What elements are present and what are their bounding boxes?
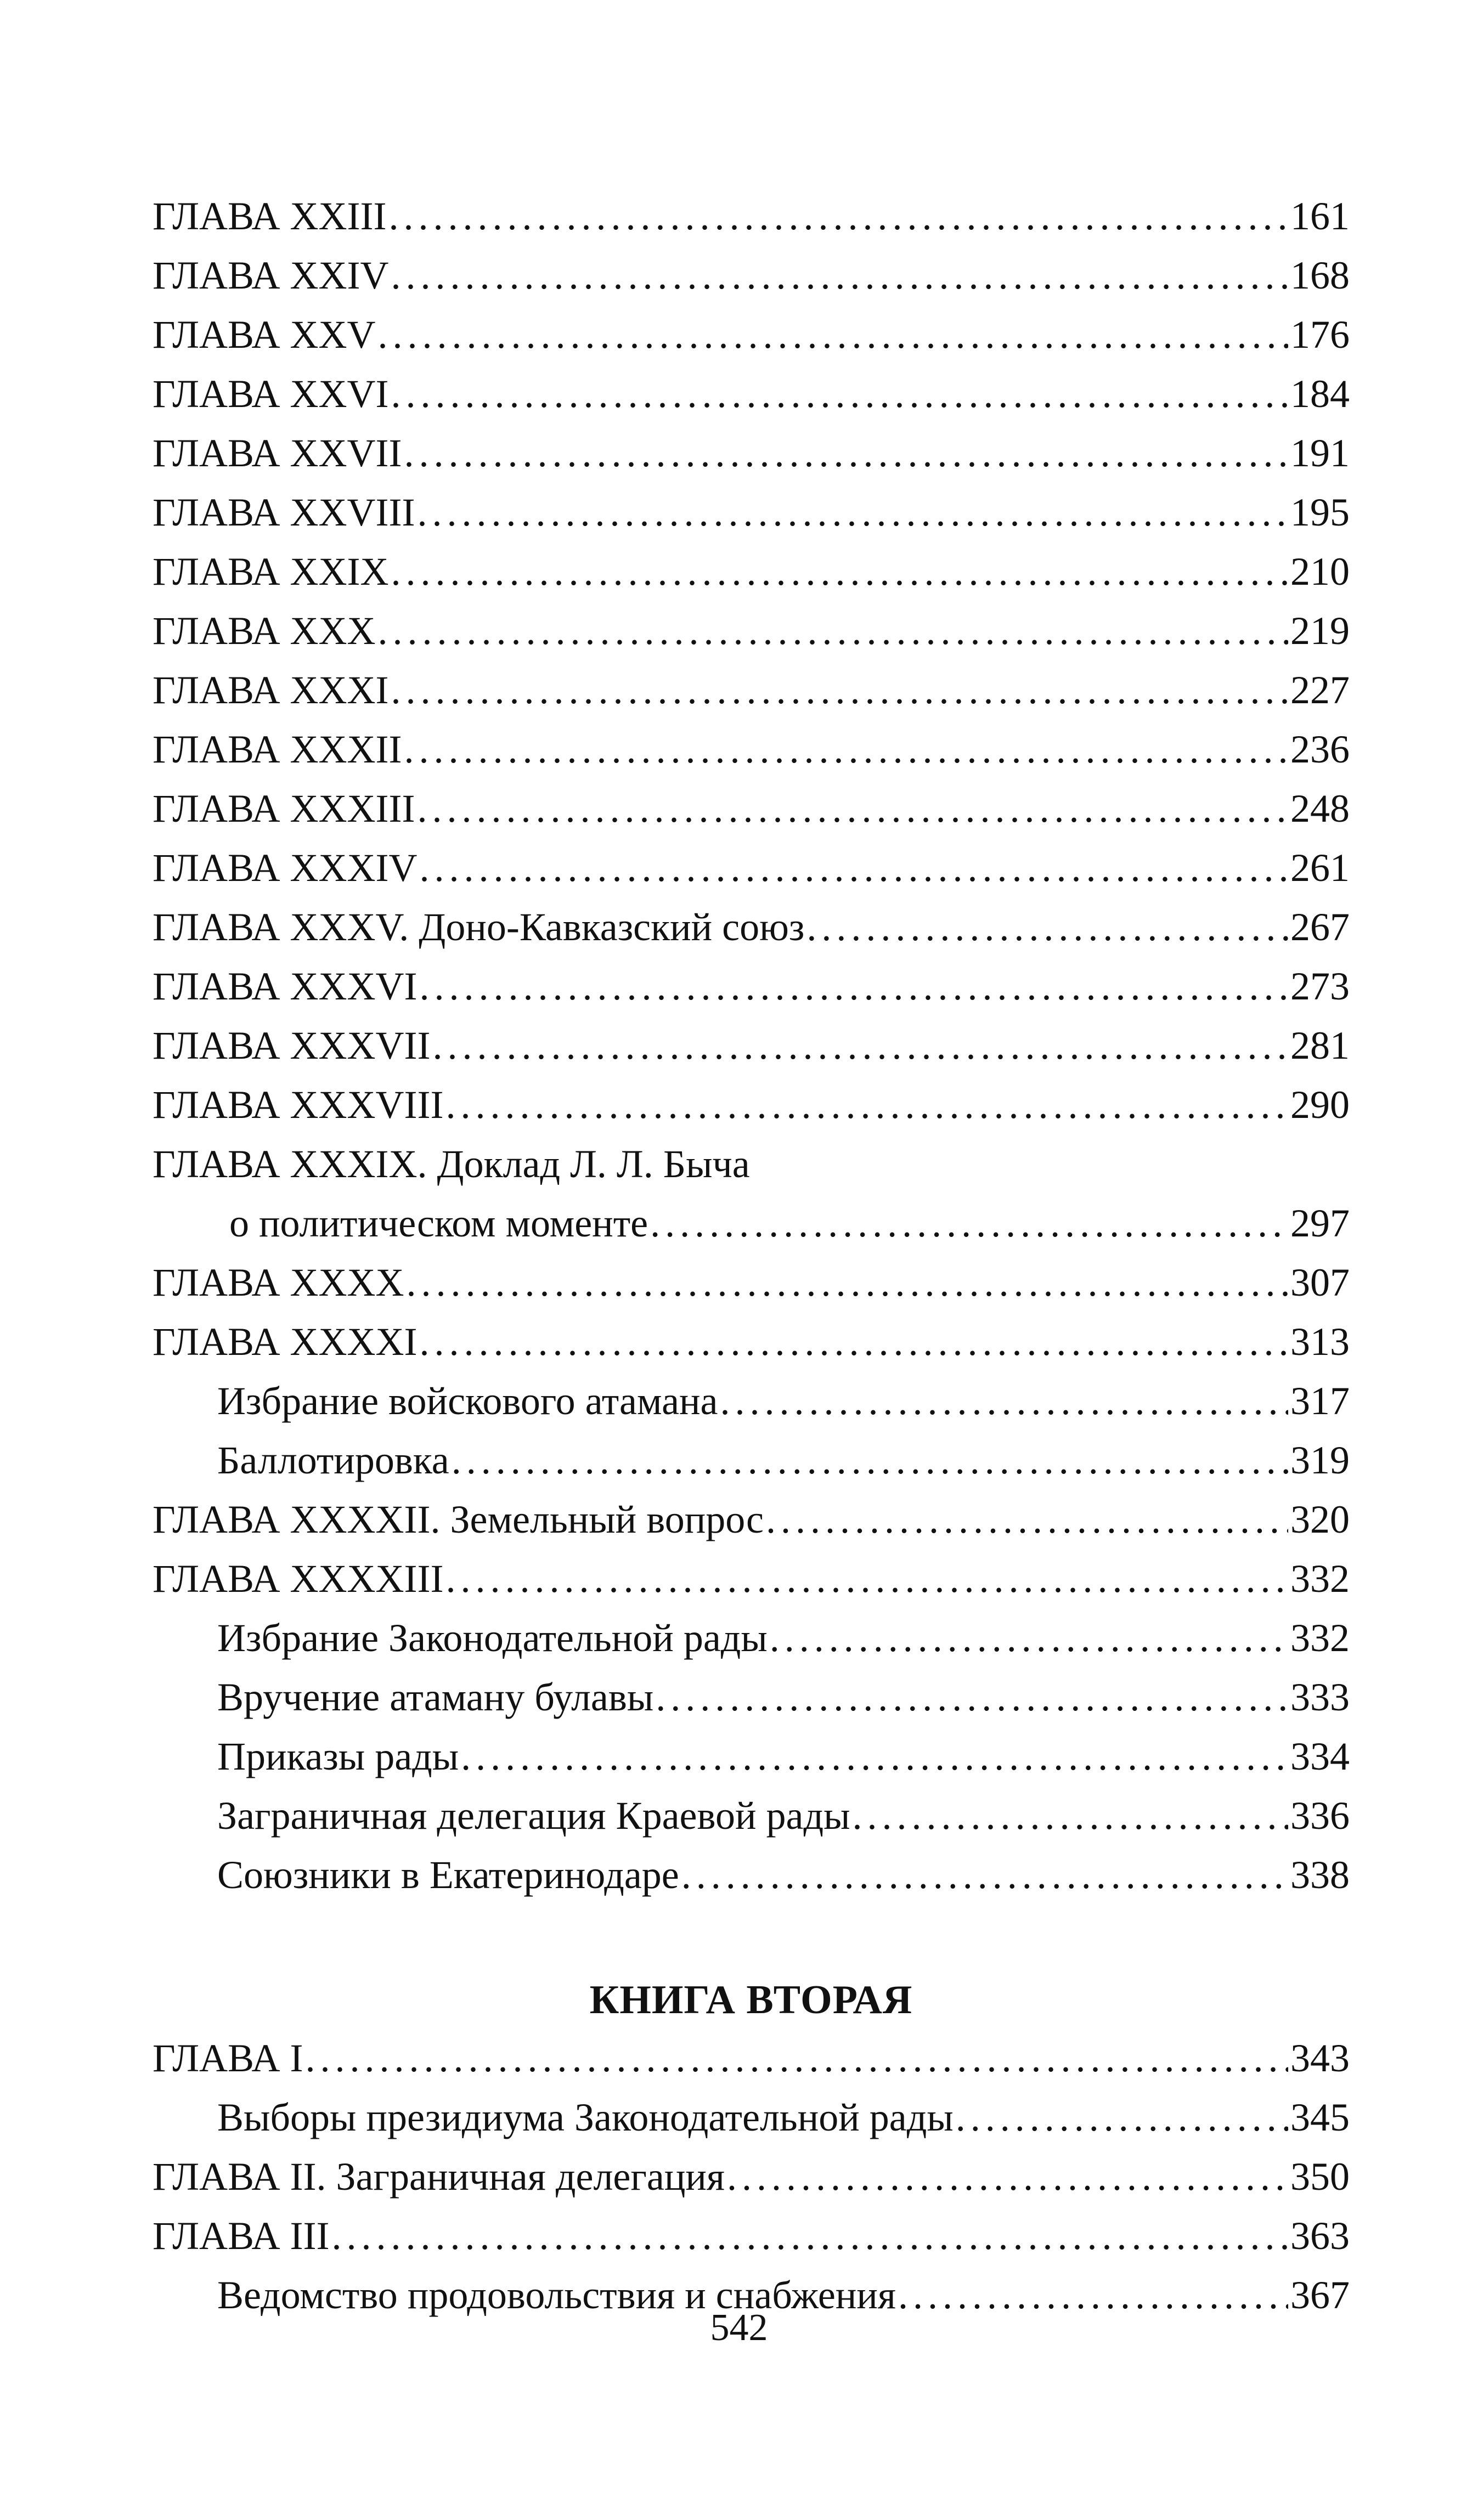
toc-entry-title: ГЛАВА XXXXIII bbox=[153, 1557, 444, 1601]
toc-entry-title: ГЛАВА XXIII bbox=[153, 194, 387, 238]
toc-entry-page: 332 bbox=[1290, 1616, 1350, 1660]
toc-entry bbox=[153, 2206, 1350, 2265]
toc-entry-page: 161 bbox=[1290, 194, 1350, 238]
toc-entry bbox=[153, 1194, 1350, 1253]
dot-leader bbox=[727, 2147, 1288, 2206]
toc-entry bbox=[153, 1431, 1350, 1490]
toc-book-one-list bbox=[153, 187, 1350, 1905]
toc-entry-title: ГЛАВА XXIV bbox=[153, 253, 389, 297]
toc-entry-page: 168 bbox=[1290, 253, 1350, 297]
toc-entry-page: 267 bbox=[1290, 905, 1350, 949]
toc-entry-page: 176 bbox=[1290, 313, 1350, 357]
dot-leader bbox=[404, 720, 1288, 779]
dot-leader bbox=[391, 660, 1289, 720]
dot-leader bbox=[650, 1194, 1288, 1253]
toc-entry-page: 191 bbox=[1290, 431, 1350, 475]
dot-leader bbox=[419, 957, 1288, 1016]
dot-leader bbox=[656, 1668, 1288, 1727]
toc-entry bbox=[153, 2147, 1350, 2206]
dot-leader bbox=[391, 364, 1289, 423]
toc-entry-title: ГЛАВА XXXIV bbox=[153, 846, 418, 890]
toc-entry bbox=[153, 1845, 1350, 1905]
toc-entry-title: о политическом моменте bbox=[229, 1201, 648, 1245]
dot-leader bbox=[806, 897, 1288, 957]
toc-entry-title: ГЛАВА XXXVI bbox=[153, 964, 418, 1008]
toc-entry bbox=[153, 838, 1350, 897]
toc-entry-page: 332 bbox=[1290, 1557, 1350, 1601]
toc-entry bbox=[153, 660, 1350, 720]
toc-entry bbox=[153, 1371, 1350, 1431]
dot-leader bbox=[452, 1431, 1288, 1490]
toc-entry bbox=[153, 1786, 1350, 1845]
toc-entry-title: Приказы рады bbox=[217, 1734, 459, 1778]
toc-entry-title: ГЛАВА I bbox=[153, 2036, 303, 2080]
dot-leader bbox=[681, 1845, 1288, 1905]
dot-leader bbox=[391, 542, 1289, 601]
dot-leader bbox=[445, 1549, 1288, 1608]
toc-entry bbox=[153, 1608, 1350, 1668]
dot-leader bbox=[306, 2029, 1289, 2088]
toc-entry bbox=[153, 1253, 1350, 1312]
toc-entry-page: 317 bbox=[1290, 1379, 1350, 1423]
toc-entry bbox=[153, 246, 1350, 305]
toc-entry-page: 290 bbox=[1290, 1083, 1350, 1127]
toc-entry-title: ГЛАВА XXVII bbox=[153, 431, 402, 475]
toc-entry bbox=[153, 187, 1350, 246]
toc-entry bbox=[153, 1668, 1350, 1727]
toc-entry-title: ГЛАВА XXXI bbox=[153, 668, 389, 712]
dot-leader bbox=[417, 779, 1288, 838]
toc-entry-title: ГЛАВА XXXIII bbox=[153, 787, 415, 830]
toc-entry-page: 363 bbox=[1290, 2214, 1350, 2258]
dot-leader bbox=[770, 1608, 1288, 1668]
toc-entry-page: 334 bbox=[1290, 1734, 1350, 1778]
toc-entry bbox=[153, 2029, 1350, 2088]
toc-entry-title: Ведомство продовольствия и снабжения bbox=[217, 2273, 896, 2317]
toc-entry-page: 367 bbox=[1290, 2273, 1350, 2317]
toc-entry-page: 210 bbox=[1290, 550, 1350, 594]
toc-entry bbox=[153, 1134, 1350, 1194]
toc-entry-page: 345 bbox=[1290, 2095, 1350, 2139]
toc-entry-page: 297 bbox=[1290, 1201, 1350, 1245]
toc-entry bbox=[153, 1727, 1350, 1786]
toc-entry-title: ГЛАВА XXX bbox=[153, 609, 376, 653]
toc-entry-page: 307 bbox=[1290, 1261, 1350, 1304]
toc-entry-title: ГЛАВА XXVIII bbox=[153, 490, 415, 534]
toc-entry bbox=[153, 957, 1350, 1016]
toc-entry-page: 333 bbox=[1290, 1675, 1350, 1719]
toc-entry-page: 336 bbox=[1290, 1794, 1350, 1838]
section-spacer bbox=[153, 1905, 1350, 1946]
toc-entry-page: 184 bbox=[1290, 372, 1350, 416]
toc-entry-title: ГЛАВА XXVI bbox=[153, 372, 389, 416]
dot-leader bbox=[378, 305, 1288, 364]
dot-leader bbox=[391, 246, 1289, 305]
toc-entry bbox=[153, 601, 1350, 660]
toc-entry-page: 338 bbox=[1290, 1853, 1350, 1897]
dot-leader bbox=[331, 2206, 1288, 2265]
dot-leader bbox=[419, 838, 1288, 897]
toc-entry-title: ГЛАВА II. Заграничная делегация bbox=[153, 2155, 725, 2199]
toc-entry-title: ГЛАВА XXXVII bbox=[153, 1024, 431, 1067]
toc-entry-title: ГЛАВА III bbox=[153, 2214, 330, 2258]
toc-entry-title: ГЛАВА XXXV. Доно-Кавказский союз bbox=[153, 905, 805, 949]
dot-leader bbox=[407, 1253, 1288, 1312]
dot-leader bbox=[956, 2088, 1288, 2147]
dot-leader bbox=[388, 187, 1288, 246]
toc-entry bbox=[153, 2088, 1350, 2147]
toc-entry bbox=[153, 897, 1350, 957]
toc-entry-title: ГЛАВА XXXIX. Доклад Л. Л. Быча bbox=[153, 1142, 750, 1186]
toc-entry-page: 227 bbox=[1290, 668, 1350, 712]
toc-entry-title: ГЛАВА XXXVIII bbox=[153, 1083, 444, 1127]
dot-leader bbox=[404, 423, 1288, 483]
toc-entry-page: 248 bbox=[1290, 787, 1350, 830]
dot-leader bbox=[419, 1312, 1288, 1371]
toc-entry bbox=[153, 364, 1350, 423]
toc-entry-page: 343 bbox=[1290, 2036, 1350, 2080]
toc-entry-title: Выборы президиума Законодательной рады bbox=[217, 2095, 954, 2139]
toc-entry-page: 281 bbox=[1290, 1024, 1350, 1067]
toc-entry bbox=[153, 483, 1350, 542]
dot-leader bbox=[852, 1786, 1288, 1845]
toc-entry bbox=[153, 720, 1350, 779]
toc-entry bbox=[153, 779, 1350, 838]
toc-entry-title: ГЛАВА XXXX bbox=[153, 1261, 404, 1304]
toc-entry-page: 219 bbox=[1290, 609, 1350, 653]
dot-leader bbox=[432, 1016, 1288, 1075]
dot-leader bbox=[417, 483, 1288, 542]
toc-entry-title: ГЛАВА XXXII bbox=[153, 727, 402, 771]
toc-entry bbox=[153, 1016, 1350, 1075]
book-two-heading: КНИГА ВТОРАЯ bbox=[589, 1977, 913, 2022]
toc-entry bbox=[153, 542, 1350, 601]
toc-entry bbox=[153, 1075, 1350, 1134]
dot-leader bbox=[461, 1727, 1288, 1786]
toc-entry bbox=[153, 423, 1350, 483]
toc-entry-page: 350 bbox=[1290, 2155, 1350, 2199]
toc-entry-page: 273 bbox=[1290, 964, 1350, 1008]
toc-entry-title: ГЛАВА XXXXI bbox=[153, 1320, 418, 1364]
toc-entry-page: 195 bbox=[1290, 490, 1350, 534]
toc-book-two-list bbox=[153, 2029, 1350, 2325]
toc-entry-page: 261 bbox=[1290, 846, 1350, 890]
toc-entry bbox=[153, 1312, 1350, 1371]
toc-entry bbox=[153, 305, 1350, 364]
toc-entry-title: Союзники в Екатеринодаре bbox=[217, 1853, 679, 1897]
table-of-contents bbox=[153, 187, 1350, 2325]
toc-entry-title: ГЛАВА XXIX bbox=[153, 550, 389, 594]
dot-leader bbox=[378, 601, 1288, 660]
toc-entry-page: 319 bbox=[1290, 1438, 1350, 1482]
toc-entry-page: 313 bbox=[1290, 1320, 1350, 1364]
toc-entry-title: Избрание войскового атамана bbox=[217, 1379, 718, 1423]
toc-entry-title: ГЛАВА XXV bbox=[153, 313, 376, 357]
toc-entry-page: 320 bbox=[1290, 1498, 1350, 1541]
dot-leader bbox=[720, 1371, 1288, 1431]
toc-entry-title: Баллотировка bbox=[217, 1438, 449, 1482]
dot-leader bbox=[766, 1490, 1288, 1549]
dot-leader bbox=[445, 1075, 1288, 1134]
toc-entry-title: Вручение атаману булавы bbox=[217, 1675, 654, 1719]
toc-entry-title: Заграничная делегация Краевой рады bbox=[217, 1794, 850, 1838]
toc-entry bbox=[153, 1490, 1350, 1549]
toc-entry-title: ГЛАВА XXXXII. Земельный вопрос bbox=[153, 1498, 764, 1541]
toc-entry bbox=[153, 1549, 1350, 1608]
toc-entry-title: Избрание Законодательной рады bbox=[217, 1616, 768, 1660]
toc-entry-page: 236 bbox=[1290, 727, 1350, 771]
page-number: 542 bbox=[710, 2307, 768, 2349]
